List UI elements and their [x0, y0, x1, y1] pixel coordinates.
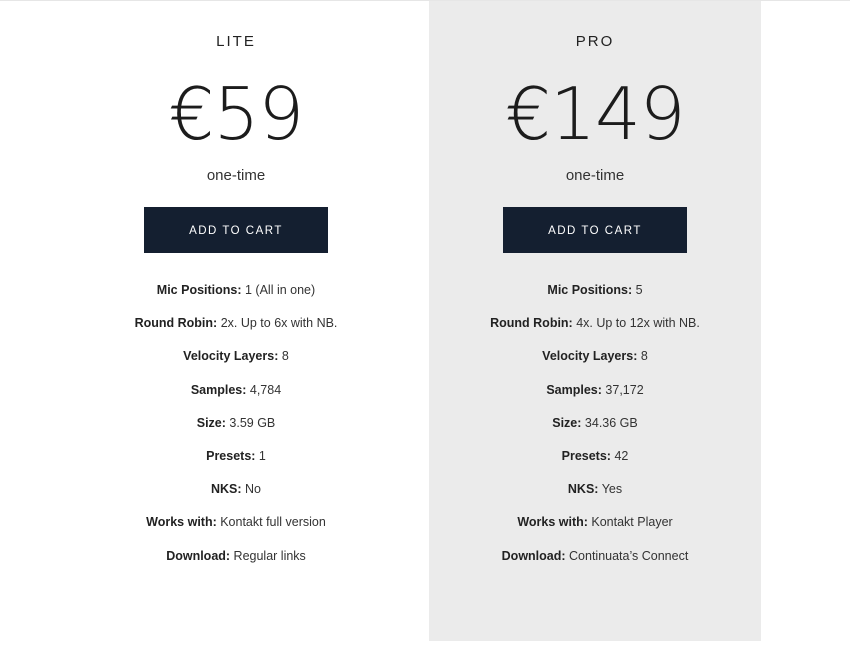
feature-mic-positions [429, 283, 761, 316]
feature-value: Kontakt Player [587, 515, 673, 530]
feature-list [429, 283, 761, 582]
feature-value: 8 [278, 349, 289, 364]
feature-key: NKS: [210, 482, 242, 497]
plan-card-lite [70, 1, 402, 641]
feature-value: 1 [255, 448, 266, 463]
feature-key: Size: [196, 415, 226, 430]
feature-size [70, 416, 402, 449]
feature-value: Yes [598, 482, 623, 497]
feature-size [429, 416, 761, 449]
price-note: one-time [206, 167, 266, 184]
feature-presets [70, 449, 402, 482]
add-to-cart-button-lite[interactable]: ADD TO CART [144, 207, 328, 253]
feature-key: Velocity Layers: [542, 349, 638, 364]
feature-key: Samples: [546, 382, 602, 397]
feature-value: Kontakt full version [216, 515, 326, 530]
feature-key: Presets: [561, 448, 611, 463]
feature-key: NKS: [567, 482, 599, 497]
feature-value: 5 [632, 283, 643, 297]
plan-price: €59 [168, 72, 304, 156]
feature-velocity-layers [70, 349, 402, 382]
feature-works-with [429, 515, 761, 548]
feature-key: Download: [501, 548, 566, 563]
feature-velocity-layers [429, 349, 761, 382]
price-note: one-time [565, 167, 625, 184]
add-to-cart-button-pro[interactable]: ADD TO CART [503, 207, 687, 253]
feature-nks [429, 482, 761, 515]
feature-key: Size: [552, 415, 582, 430]
feature-key: Presets: [206, 448, 256, 463]
plan-name: PRO [575, 33, 615, 50]
feature-value: 1 (All in one) [241, 283, 316, 297]
feature-value: Continuata’s Connect [565, 548, 689, 563]
feature-key: Mic Positions: [547, 283, 633, 297]
feature-samples [70, 383, 402, 416]
feature-value: 4x. Up to 12x with NB. [572, 316, 700, 331]
plan-name: LITE [216, 33, 256, 50]
feature-key: Download: [166, 548, 231, 563]
feature-key: Velocity Layers: [183, 349, 279, 364]
feature-value: 3.59 GB [225, 415, 276, 430]
feature-download [429, 549, 761, 582]
feature-nks [70, 482, 402, 515]
feature-works-with [70, 515, 402, 548]
feature-key: Works with: [517, 515, 588, 530]
feature-download [70, 549, 402, 582]
feature-value: 37,172 [601, 382, 644, 397]
feature-key: Samples: [190, 382, 247, 397]
feature-key: Round Robin: [134, 316, 218, 331]
feature-presets [429, 449, 761, 482]
feature-value: 4,784 [246, 382, 282, 397]
feature-value: 42 [610, 448, 629, 463]
feature-mic-positions [70, 283, 402, 316]
feature-list [70, 283, 402, 582]
feature-round-robin [429, 316, 761, 349]
feature-key: Round Robin: [490, 316, 573, 331]
feature-value: 2x. Up to 6x with NB. [217, 316, 338, 331]
feature-value: No [241, 482, 261, 497]
plan-card-pro [429, 1, 761, 641]
feature-round-robin [70, 316, 402, 349]
feature-value: Regular links [230, 548, 306, 563]
feature-key: Mic Positions: [156, 283, 242, 297]
plan-price: €149 [505, 72, 685, 156]
feature-value: 34.36 GB [581, 415, 638, 430]
feature-samples [429, 383, 761, 416]
feature-value: 8 [637, 349, 648, 364]
feature-key: Works with: [146, 515, 217, 530]
